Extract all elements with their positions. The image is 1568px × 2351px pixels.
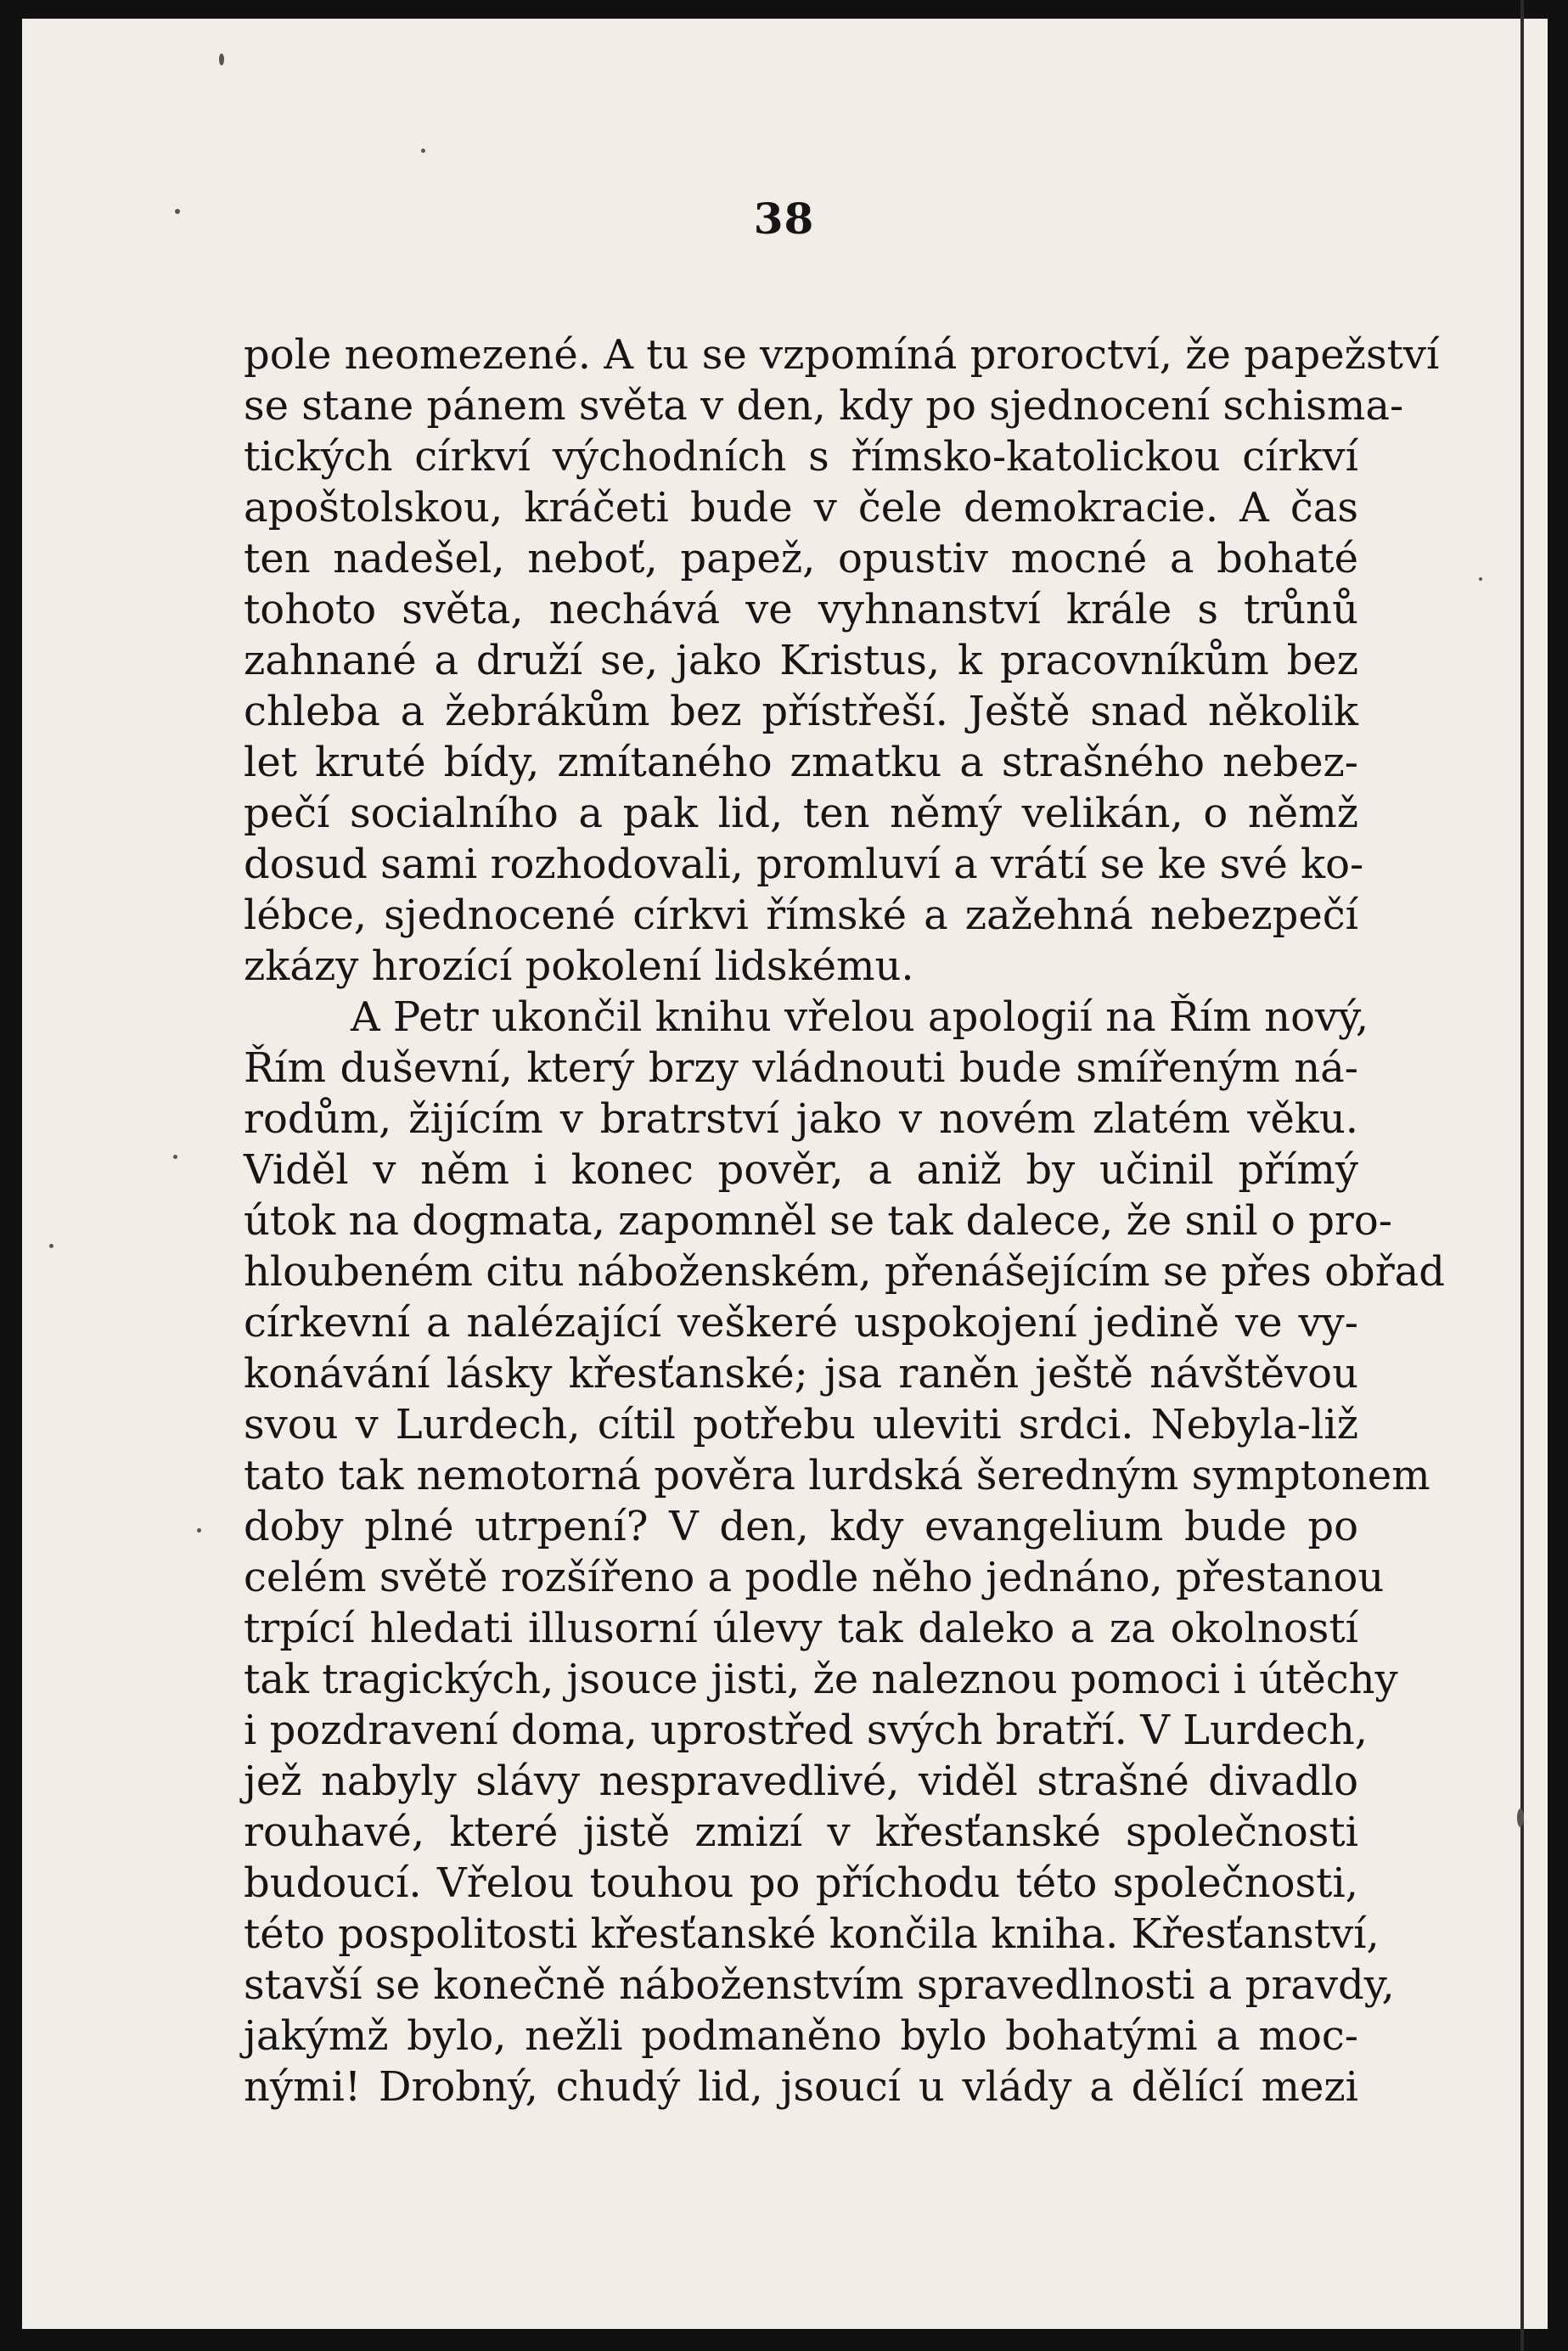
scan-speck [219, 53, 224, 65]
text-line: pole neomezené. A tu se vzpomíná proroctví, že papežství [244, 331, 1440, 379]
paragraph-1 [244, 329, 1440, 992]
paragraph-2 [244, 992, 1445, 2112]
text-line: církevní a nalézající veškeré uspokojení jedině ve vy- [244, 1299, 1358, 1347]
text-line: hloubeném citu náboženském, přenášejícím se přes obřad [244, 1248, 1445, 1296]
body-text [244, 329, 1445, 2112]
text-line: dosud sami rozhodovali, promluví a vrátí se ke své ko- [244, 841, 1364, 888]
text-line: jakýmž bylo, nežli podmaněno bylo bohatými a moc- [244, 2012, 1358, 2060]
text-line: rodům, žijícím v bratrství jako v novém zlatém věku. [244, 1095, 1358, 1143]
scan-border-left [0, 0, 22, 2351]
scan-border-right [1548, 0, 1568, 2351]
text-line: jež nabyly slávy nespravedlivé, viděl strašné divadlo [244, 1758, 1358, 1805]
scan-border-top [0, 0, 1568, 19]
text-line: budoucí. Vřelou touhou po příchodu této společnosti, [244, 1859, 1358, 1907]
scan-speck [173, 1155, 177, 1159]
text-line: ten nadešel, neboť, papež, opustiv mocné a bohaté [244, 535, 1358, 582]
scan-speck [1517, 1808, 1524, 1827]
scan-speck [49, 1244, 53, 1248]
text-line: tak tragických, jsouce jisti, že naleznou pomoci i útěchy [244, 1656, 1398, 1703]
text-line: zahnané a druží se, jako Kristus, k pracovníkům bez [244, 637, 1358, 684]
scan-speck [175, 209, 180, 214]
text-line: chleba a žebrákům bez přístřeší. Ještě snad několik [244, 688, 1358, 735]
text-line: konávání lásky křesťanské; jsa raněn ještě návštěvou [244, 1350, 1358, 1398]
scan-border-bottom [0, 2329, 1568, 2351]
scan-speck [421, 149, 425, 153]
binding-gutter-line [1520, 0, 1524, 2351]
page-number: 38 [753, 194, 815, 244]
text-line: zkázy hrozící pokolení lidskému. [244, 942, 914, 990]
scan-speck [197, 1528, 201, 1533]
text-line: Řím duševní, který brzy vládnouti bude smířeným ná- [244, 1044, 1358, 1092]
text-line: lébce, sjednocené církvi římské a zažehná nebezpečí [244, 891, 1358, 939]
text-line: pečí socialního a pak lid, ten němý velikán, o němž [244, 790, 1358, 837]
text-line: A Petr ukončil knihu vřelou apologií na Řím nový, [351, 993, 1369, 1041]
text-line: doby plné utrpení? V den, kdy evangelium bude po [244, 1503, 1358, 1550]
text-line: se stane pánem světa v den, kdy po sjednocení schisma- [244, 382, 1404, 430]
scan-speck [1479, 577, 1482, 581]
text-line: útok na dogmata, zapomněl se tak dalece, že snil o pro- [244, 1197, 1392, 1245]
text-line: trpící hledati illusorní úlevy tak daleko a za okolností [244, 1605, 1358, 1652]
text-line: svou v Lurdech, cítil potřebu uleviti srdci. Nebyla-liž [244, 1401, 1358, 1448]
text-line: tato tak nemotorná pověra lurdská šeredným symptonem [244, 1452, 1430, 1499]
text-line: stavší se konečně náboženstvím spravedlnosti a pravdy, [244, 1961, 1395, 2009]
text-line: této pospolitosti křesťanské končila kniha. Křesťanství, [244, 1910, 1380, 1958]
text-line: tických církví východních s římsko-katolickou církví [244, 433, 1358, 481]
text-line: rouhavé, které jistě zmizí v křesťanské společnosti [244, 1808, 1358, 1856]
text-line: celém světě rozšířeno a podle něho jednáno, přestanou [244, 1554, 1385, 1601]
text-line: apoštolskou, kráčeti bude v čele demokracie. A čas [244, 484, 1358, 532]
text-line: tohoto světa, nechává ve vyhnanství krále s trůnů [244, 586, 1358, 633]
text-line: i pozdravení doma, uprostřed svých bratří. V Lurdech, [244, 1707, 1368, 1754]
text-line: let kruté bídy, zmítaného zmatku a strašného nebez- [244, 739, 1358, 786]
text-line: nými! Drobný, chudý lid, jsoucí u vlády a dělící mezi [244, 2063, 1358, 2111]
text-line: Viděl v něm i konec pověr, a aniž by učinil přímý [244, 1146, 1358, 1194]
